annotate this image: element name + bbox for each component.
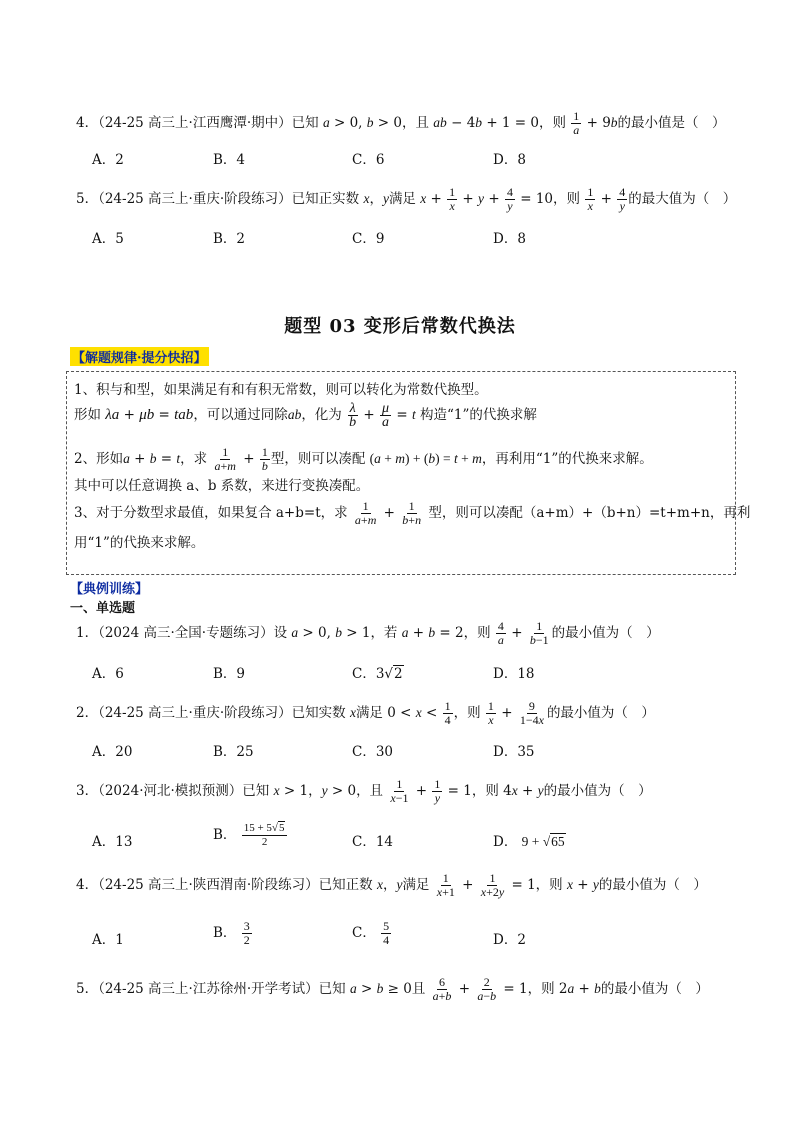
rule-5: 3、对于分数型求最值，如果复合 a+b=t，求 $\frac{1}{a+m}$ + $\frac{1}{b+n}$ 型，则可以凑配（a+m）+（b+n）=t+m+n，再利 [74, 499, 751, 527]
q3-option-a[interactable]: A．13 [92, 834, 133, 850]
q1-option-c[interactable]: C．3√2 [352, 666, 403, 682]
q5-option-c[interactable]: C．9 [352, 231, 385, 247]
rule-4: 其中可以任意调换 a、b 系数，来进行变换凑配。 [74, 478, 370, 494]
question-4: 4．（24-25 高三上·陕西渭南·阶段练习）已知正数 x，y满足 $\frac{1}{x+1}$ + $\frac{1}{x+2y}$ = 1，则 x + y的最小值为（ ） [76, 871, 707, 899]
q2-option-b[interactable]: B．25 [213, 744, 254, 760]
rule-1: 1、积与和型，如果满足有和有积无常数，则可以转化为常数代换型。 [74, 382, 488, 398]
q4-option-d[interactable]: D．2 [493, 932, 526, 948]
question-5: 5．（24-25 高三上·江苏徐州·开学考试）已知 a > b ≥ 0且 $\frac{6}{a+b}$ + $\frac{2}{a-b}$ = 1，则 2a + b的最小值为（ ） [76, 975, 709, 1003]
tip-label: 【解题规律·提分快招】 [70, 347, 209, 366]
q4-option-b[interactable]: B．4 [213, 152, 246, 168]
rule-6: 用“1”的代换来求解。 [74, 535, 205, 551]
question-2: 2．（24-25 高三上·重庆·阶段练习）已知实数 x满足 0 < x < $\frac{1}{4}$ ，则 $\frac{1}{x}$ + $\frac{9}{1-4x}$ 的最小值为（ ） [76, 699, 655, 727]
q3-option-c[interactable]: C．14 [352, 834, 394, 850]
example-label: 【典例训练】 [70, 582, 149, 597]
q5-option-b[interactable]: B．2 [213, 231, 246, 247]
question-4-top: 4．（24-25 高三上·江西鹰潭·期中）已知 a > 0, b > 0，且 ab − 4b + 1 = 0，则 $\frac{1}{a}$ + 9b的最小值是（ ） [76, 109, 726, 137]
q3-option-b[interactable]: B． $\frac{15 + 5√5}{2}$ [213, 822, 288, 849]
q4-option-a[interactable]: A．2 [92, 152, 124, 168]
q4-option-a[interactable]: A．1 [92, 932, 124, 948]
q4-option-c[interactable]: C．6 [352, 152, 385, 168]
q2-option-d[interactable]: D．35 [493, 744, 535, 760]
question-5-top: 5．（24-25 高三上·重庆·阶段练习）已知正实数 x，y满足 x + $\frac{1}{x}$ + y + $\frac{4}{y}$ = 10，则 $\frac{1}{x}$ + $\frac{4}{y}$ 的最大值为（ ） [76, 185, 737, 213]
q2-option-a[interactable]: A．20 [92, 744, 133, 760]
q4-option-d[interactable]: D．8 [493, 152, 526, 168]
rule-2: 形如 λa + μb = tab，可以通过同除ab，化为 $\frac{\lambda}{b}$ + $\frac{\mu}{a}$ = t 构造“1”的代换求解 [74, 401, 537, 430]
q2-option-c[interactable]: C．30 [352, 744, 394, 760]
question-1: 1．（2024 高三·全国·专题练习）设 a > 0, b > 1，若 a + b = 2，则 $\frac{4}{a}$ + $\frac{1}{b-1}$ 的最小值为（ ） [76, 619, 660, 647]
q4-option-b[interactable]: B． $\frac{3}{2}$ [213, 919, 250, 947]
q5-option-a[interactable]: A．5 [92, 231, 124, 247]
q1-option-d[interactable]: D．18 [493, 666, 535, 682]
q4-option-c[interactable]: C． $\frac{5}{4}$ [352, 919, 390, 947]
q3-option-d[interactable]: D． 9 + √65 [493, 834, 565, 850]
subsection-title: 一、单选题 [70, 601, 136, 616]
section-title: 题型 03 变形后常数代换法 [284, 316, 516, 337]
q1-option-b[interactable]: B．9 [213, 666, 246, 682]
question-3: 3．（2024·河北·模拟预测）已知 x > 1，y > 0，且 $\frac{1}{x-1}$ + $\frac{1}{y}$ = 1，则 4x + y的最小值为（ ） [76, 777, 652, 805]
q1-option-a[interactable]: A．6 [92, 666, 124, 682]
q5-option-d[interactable]: D．8 [493, 231, 526, 247]
rule-3: 2、形如a + b = t，求 $\frac{1}{a+m}$ + $\frac{1}{b}$ 型，则可以凑配 (a + m) + (b) = t + m，再利用“1”的代换来求解。 [74, 445, 653, 473]
